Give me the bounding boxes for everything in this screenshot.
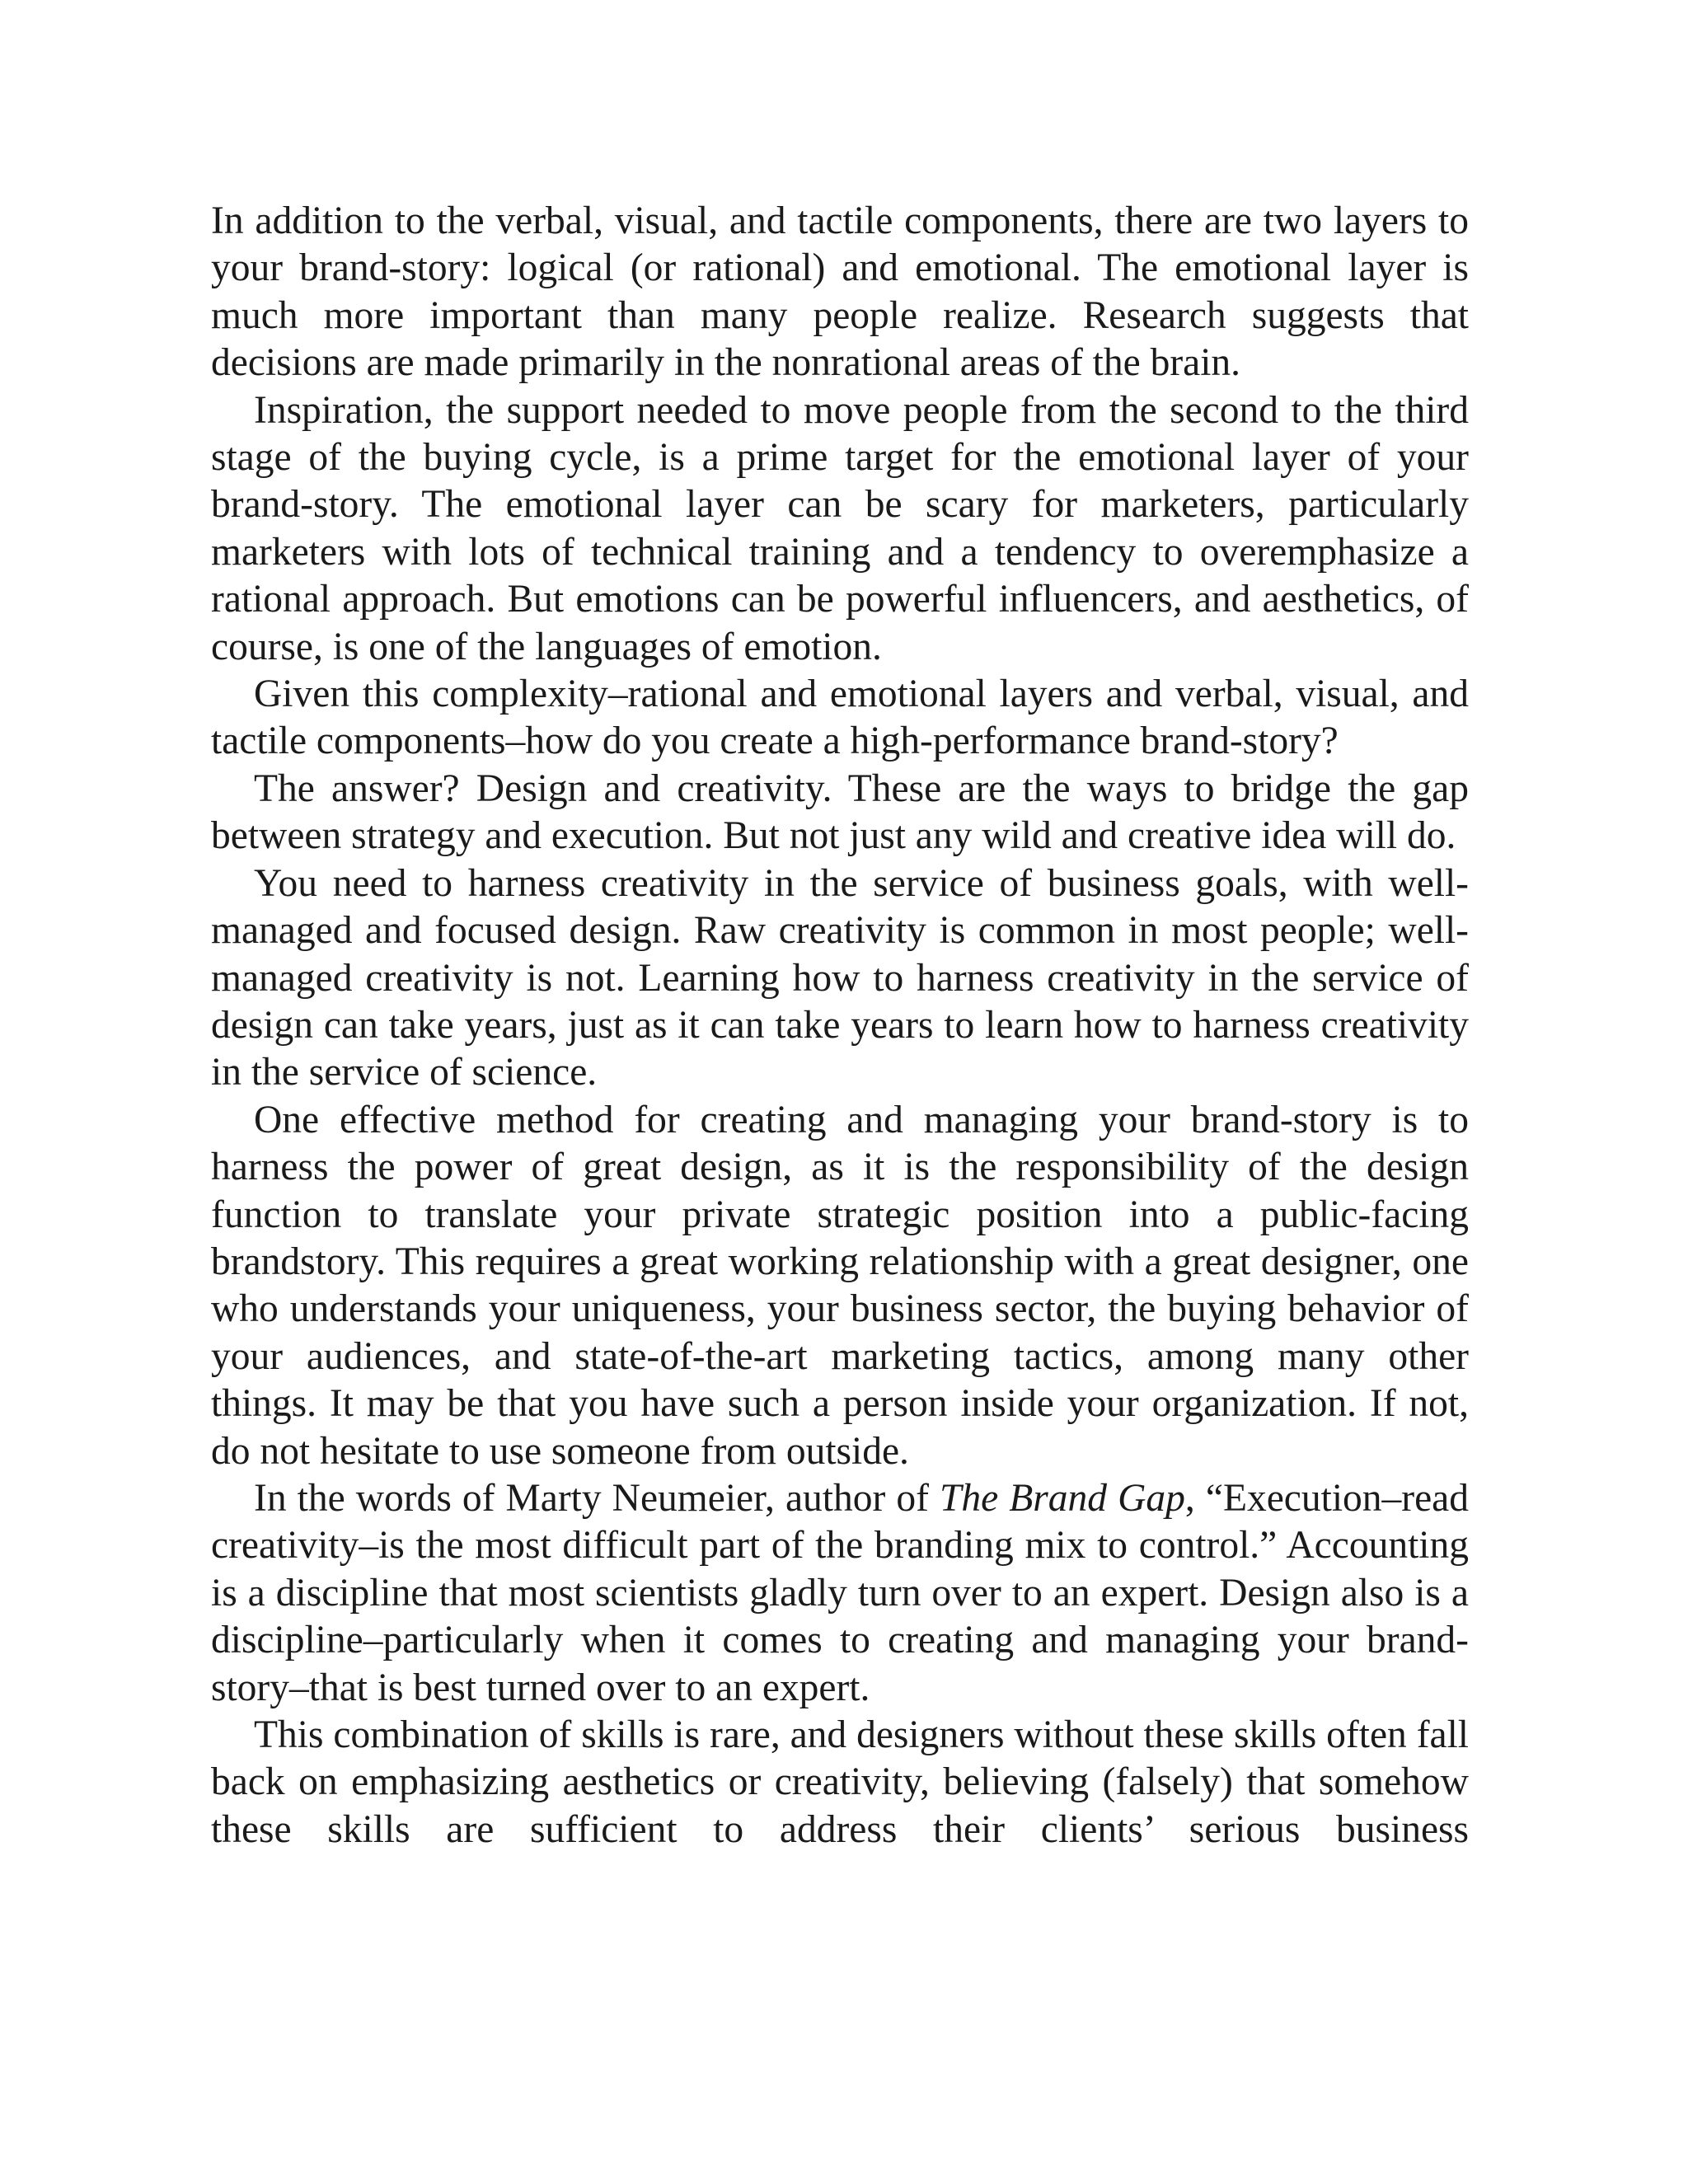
- paragraph-neumeier-quote: [211, 1475, 1469, 1712]
- paragraph-inspiration: Inspiration, the support needed to move people from the second to the third stage of the buying cycle, is a prime target for the emotional layer of your brand-story. The emotional layer can be scary for marketers, particularly marketers with lots of technical training and a tendency to overemphasize a rational approach. But emotions can be powerful influencers, and aesthetics, of course, is one of the languages of emotion.: [211, 388, 1469, 668]
- paragraph-skills-combination: This combination of skills is rare, and designers without these skills often fall back on emphasizing aesthetics or creativity, believing (falsely) that somehow these skills are sufficient to address their clients’ serious business: [211, 1713, 1469, 1851]
- paragraph-great-design: One effective method for creating and managing your brand-story is to harness the power of great design, as it is the responsibility of the design function to translate your private strategic position into a public-facing brandstory. This requires a great working relationship with a great designer, one who understands your uniqueness, your business sector, the buying behavior of your audiences, and state-of-the-art marketing tactics, among many other things. It may be that you have such a person inside your organization. If not, do not hesitate to use someone from outside.: [211, 1098, 1469, 1473]
- book-title: The Brand Gap: [939, 1476, 1185, 1520]
- paragraph-brand-story-layers: In addition to the verbal, visual, and tactile components, there are two layers to your brand-story: logical (or rational) and emotional. The emotional layer is much more important than many people realize. Research suggests that decisions are made primarily in the nonrational areas of the brain.: [211, 199, 1469, 385]
- body-text: [211, 198, 1469, 1854]
- paragraph-design-creativity: The answer? Design and creativity. These are the ways to bridge the gap between strategy and execution. But not just any wild and creative idea will do.: [211, 766, 1469, 858]
- quote-intro-text: In the words of Marty Neumeier, author of: [254, 1476, 940, 1520]
- paragraph-harness-creativity: You need to harness creativity in the service of business goals, with well-managed and focused design. Raw creativity is common in most people; well-managed creativity is not. Learning how to harness creativity in the service of design can take years, just as it can take years to learn how to harness creativity in the service of science.: [211, 861, 1469, 1094]
- quote-body-text: , “Execution–read creativity–is the most difficult part of the branding mix to control.” Accounting is a discipline that most scientists gladly turn over to an expert. Design also is a discipline–particularly when it comes to creating and managing your brand-story–that is best turned over to an expert.: [211, 1476, 1469, 1709]
- paragraph-complexity: Given this complexity–rational and emotional layers and verbal, visual, and tactile components–how do you create a high-performance brand-story?: [211, 673, 1469, 763]
